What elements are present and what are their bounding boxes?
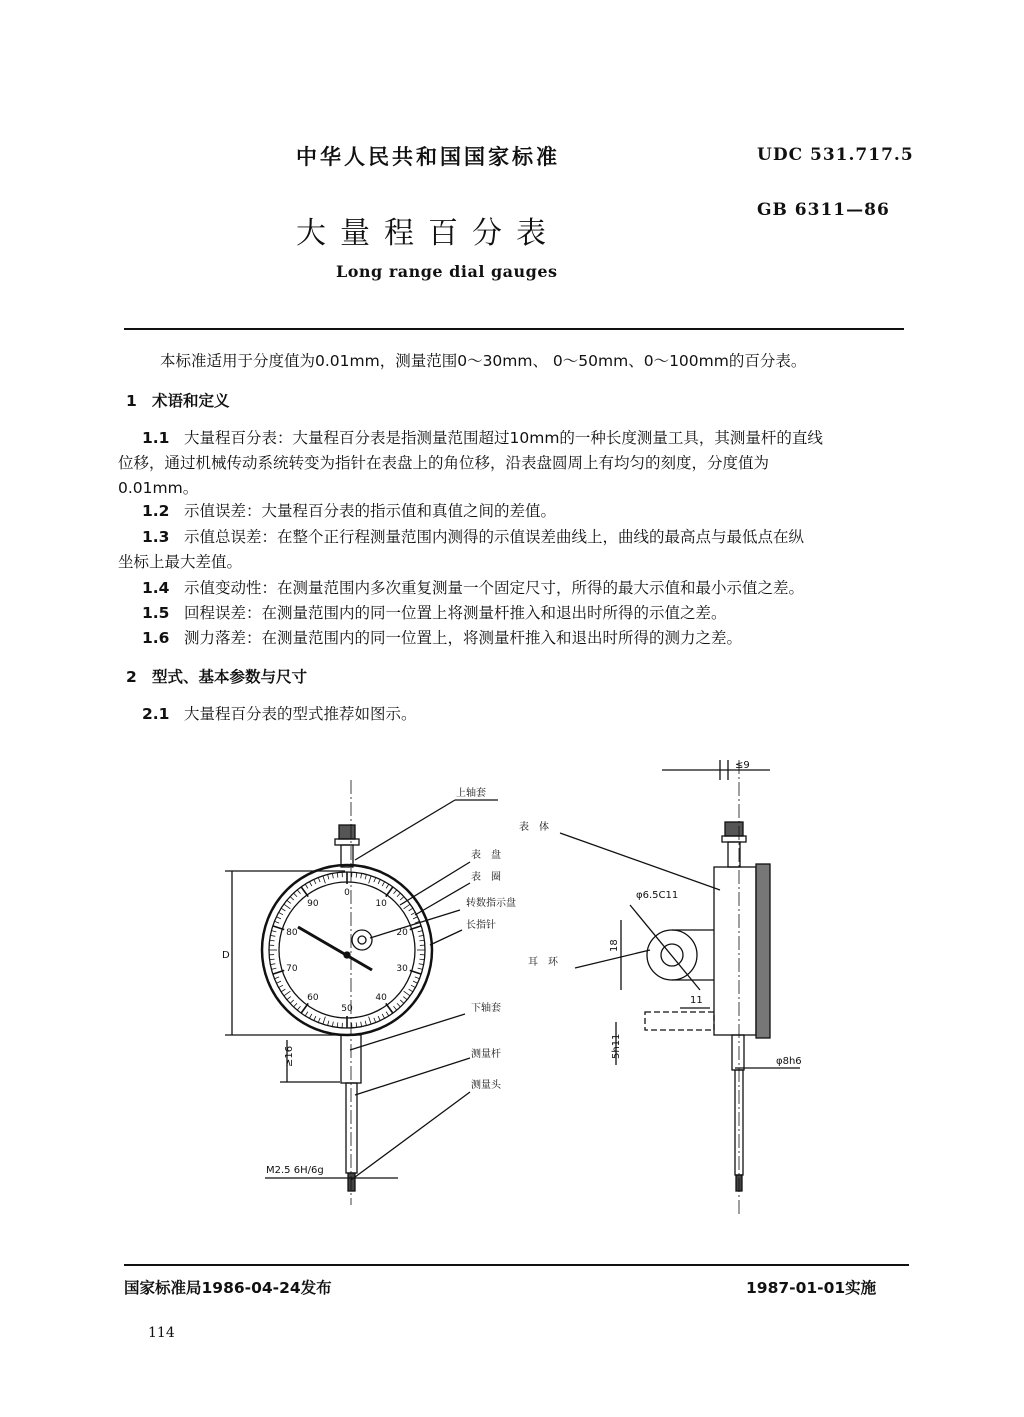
side-view	[560, 760, 800, 1215]
item-number: 1.3	[142, 528, 170, 546]
dial-number: 90	[307, 899, 319, 910]
label-dial: 表 盘	[471, 850, 501, 861]
label-dim-9: ≤9	[735, 760, 750, 771]
dial-tick	[276, 981, 281, 983]
page-title: 大量程百分表	[296, 216, 560, 251]
dial-tick	[419, 959, 424, 960]
dial-tick	[369, 876, 371, 884]
label-body: 表 体	[519, 822, 549, 833]
page-number: 114	[148, 1325, 175, 1341]
dial-tick	[287, 997, 291, 1000]
dial-tick	[403, 997, 407, 1000]
dial-tick	[301, 1003, 308, 1013]
dial-tick	[404, 991, 410, 996]
udc-number: UDC 531.717.5	[757, 145, 914, 165]
dial-tick	[397, 1003, 400, 1007]
dial-tick	[382, 1014, 384, 1018]
dial-tick	[287, 900, 291, 903]
dial-tick	[394, 1006, 397, 1010]
dial-tick	[270, 959, 275, 960]
gb-number: GB 6311—86	[757, 200, 890, 220]
dial-tick	[281, 989, 285, 992]
item-number: 2.1	[142, 705, 170, 723]
section-title: 术语和定义	[152, 392, 230, 410]
item-number: 1.5	[142, 604, 170, 622]
dial-tick	[297, 1006, 300, 1010]
dial-number: 0	[344, 888, 350, 898]
dial-tick	[305, 884, 308, 888]
dial-tick	[276, 917, 281, 919]
effective-date: 1987-01-01实施	[746, 1279, 877, 1297]
dial-tick	[294, 1003, 297, 1007]
dial-tick	[271, 968, 276, 969]
item-number: 1.4	[142, 579, 170, 597]
dial-tick	[415, 977, 420, 979]
dial-tick	[386, 887, 393, 897]
dial-numbers	[286, 888, 408, 1014]
dial-tick	[397, 893, 400, 897]
dial-tick	[294, 893, 297, 897]
dial-tick	[270, 935, 275, 936]
dial-tick	[382, 882, 384, 886]
dial-tick	[279, 912, 283, 914]
dial-tick	[279, 985, 283, 987]
label-long-pointer: 长指针	[466, 920, 496, 931]
dial-tick	[413, 981, 418, 983]
dial-tick	[411, 985, 415, 987]
dial-number: 30	[396, 963, 408, 974]
dial-number: 20	[396, 928, 408, 939]
dial-tick	[365, 1021, 366, 1026]
dial-tick	[374, 1018, 376, 1023]
scope-paragraph: 本标准适用于分度值为0.01mm，测量范围0～30mm、 0～50mm、0～100mm的百分表。	[160, 352, 807, 370]
dial-tick	[309, 882, 311, 886]
item-1-3-cont: 坐标上最大差值。	[118, 553, 243, 571]
label-dim-5h11: 5h11	[611, 1033, 622, 1059]
dial-tick	[297, 890, 300, 894]
item-text: 示值误差：大量程百分表的指示值和真值之间的差值。	[184, 502, 557, 520]
label-lower-sleeve: 下轴套	[471, 1003, 501, 1014]
label-dim-18: 18	[609, 939, 620, 952]
dial-tick	[309, 1014, 311, 1018]
issue-date: 国家标准局1986-04-24发布	[124, 1279, 332, 1297]
dial-tick	[419, 940, 424, 941]
label-dim-phi65: φ6.5C11	[636, 890, 679, 901]
item-number: 1.6	[142, 629, 170, 647]
dial-tick	[365, 874, 366, 879]
section-number: 1	[126, 392, 137, 410]
dial-tick	[419, 964, 424, 965]
label-contact: 测量头	[471, 1080, 501, 1091]
item-text: 回程误差：在测量范围内的同一位置上将测量杆推入和退出时所得的示值之差。	[184, 604, 727, 622]
dial-number: 10	[375, 899, 387, 910]
dial-tick	[400, 897, 404, 900]
item-text: 大量程百分表：大量程百分表是指测量范围超过10mm的一种长度测量工具，其测量杆的直线	[184, 429, 823, 447]
dial-tick	[274, 921, 279, 923]
dial-tick	[328, 1021, 329, 1026]
dial-number: 80	[286, 928, 298, 939]
dial-tick	[409, 989, 413, 992]
bottom-rule	[124, 1264, 909, 1266]
label-rev-dial: 转数指示盘	[466, 898, 516, 909]
dial-number: 40	[375, 992, 387, 1003]
dial-tick	[378, 879, 380, 884]
label-dim-phi8: φ8h6	[776, 1056, 802, 1067]
dial-number: 50	[341, 1004, 353, 1014]
dial-tick	[356, 1022, 357, 1027]
dial-tick	[270, 940, 275, 941]
dial-number: 60	[307, 992, 319, 1003]
item-text: 大量程百分表的型式推荐如图示。	[184, 705, 417, 723]
dial-tick	[314, 1016, 316, 1021]
label-dim-16: ≥16	[284, 1045, 295, 1067]
dial-tick	[404, 904, 410, 909]
dial-tick	[290, 1000, 294, 1003]
dial-tick	[284, 991, 290, 996]
dial-tick	[413, 917, 418, 919]
dial-tick	[314, 879, 316, 884]
dial-tick	[356, 873, 357, 878]
section-title: 型式、基本参数与尺寸	[152, 668, 308, 686]
dial-tick	[394, 890, 397, 894]
dial-tick	[419, 935, 424, 936]
dial-tick	[409, 908, 413, 911]
label-dim-11: 11	[690, 995, 703, 1006]
dial-number: 70	[286, 963, 298, 974]
item-number: 1.2	[142, 502, 170, 520]
label-thread: M2.5 6H/6g	[266, 1165, 324, 1176]
label-bezel: 表 圈	[471, 872, 501, 883]
item-1-1-cont2: 0.01mm。	[118, 479, 199, 497]
dial-tick	[332, 1022, 333, 1027]
dial-tick	[323, 1017, 325, 1025]
dial-tick	[386, 1012, 389, 1016]
label-spindle: 测量杆	[471, 1049, 501, 1060]
dial-tick	[318, 877, 320, 882]
dial-tick	[332, 873, 333, 878]
dial-tick	[418, 931, 423, 932]
page-title-english: Long range dial gauges	[336, 262, 558, 281]
dial-tick	[386, 1003, 393, 1013]
standard-type: 中华人民共和国国家标准	[296, 145, 560, 169]
item-text: 测力落差：在测量范围内的同一位置上，将测量杆推入和退出时所得的测力之差。	[184, 629, 743, 647]
section-number: 2	[126, 668, 137, 686]
dial-tick	[418, 968, 423, 969]
dial-tick	[284, 904, 290, 909]
dial-tick	[361, 873, 362, 878]
dial-tick	[271, 931, 276, 932]
item-1-1-cont: 位移，通过机械传动系统转变为指针在表盘上的角位移，沿表盘圆周上有均匀的刻度，分度值为	[118, 454, 770, 472]
label-upper-sleeve: 上轴套	[456, 788, 486, 799]
dial-tick	[361, 1022, 362, 1027]
dial-tick	[274, 977, 279, 979]
item-number: 1.1	[142, 429, 170, 447]
dial-tick	[281, 908, 285, 911]
dial-tick	[386, 884, 389, 888]
dial-tick	[369, 1017, 371, 1025]
dial-tick	[378, 1016, 380, 1021]
dial-tick	[301, 887, 308, 897]
dial-tick	[337, 873, 338, 878]
dial-tick	[270, 964, 275, 965]
label-lug: 耳 环	[528, 957, 558, 968]
dial-tick	[337, 1022, 338, 1027]
dial-tick	[290, 897, 294, 900]
dial-tick	[328, 874, 329, 879]
dial-tick	[374, 877, 376, 882]
dial-tick	[318, 1018, 320, 1023]
dial-tick	[323, 876, 325, 884]
item-text: 示值总误差：在整个正行程测量范围内测得的示值误差曲线上，曲线的最高点与最低点在纵	[184, 528, 805, 546]
front-view	[225, 780, 498, 1205]
item-text: 示值变动性：在测量范围内多次重复测量一个固定尺寸，所得的最大示值和最小示值之差。	[184, 579, 805, 597]
dial-tick	[400, 1000, 404, 1003]
label-dim-d: D	[222, 950, 230, 961]
dial-tick	[305, 1012, 308, 1016]
